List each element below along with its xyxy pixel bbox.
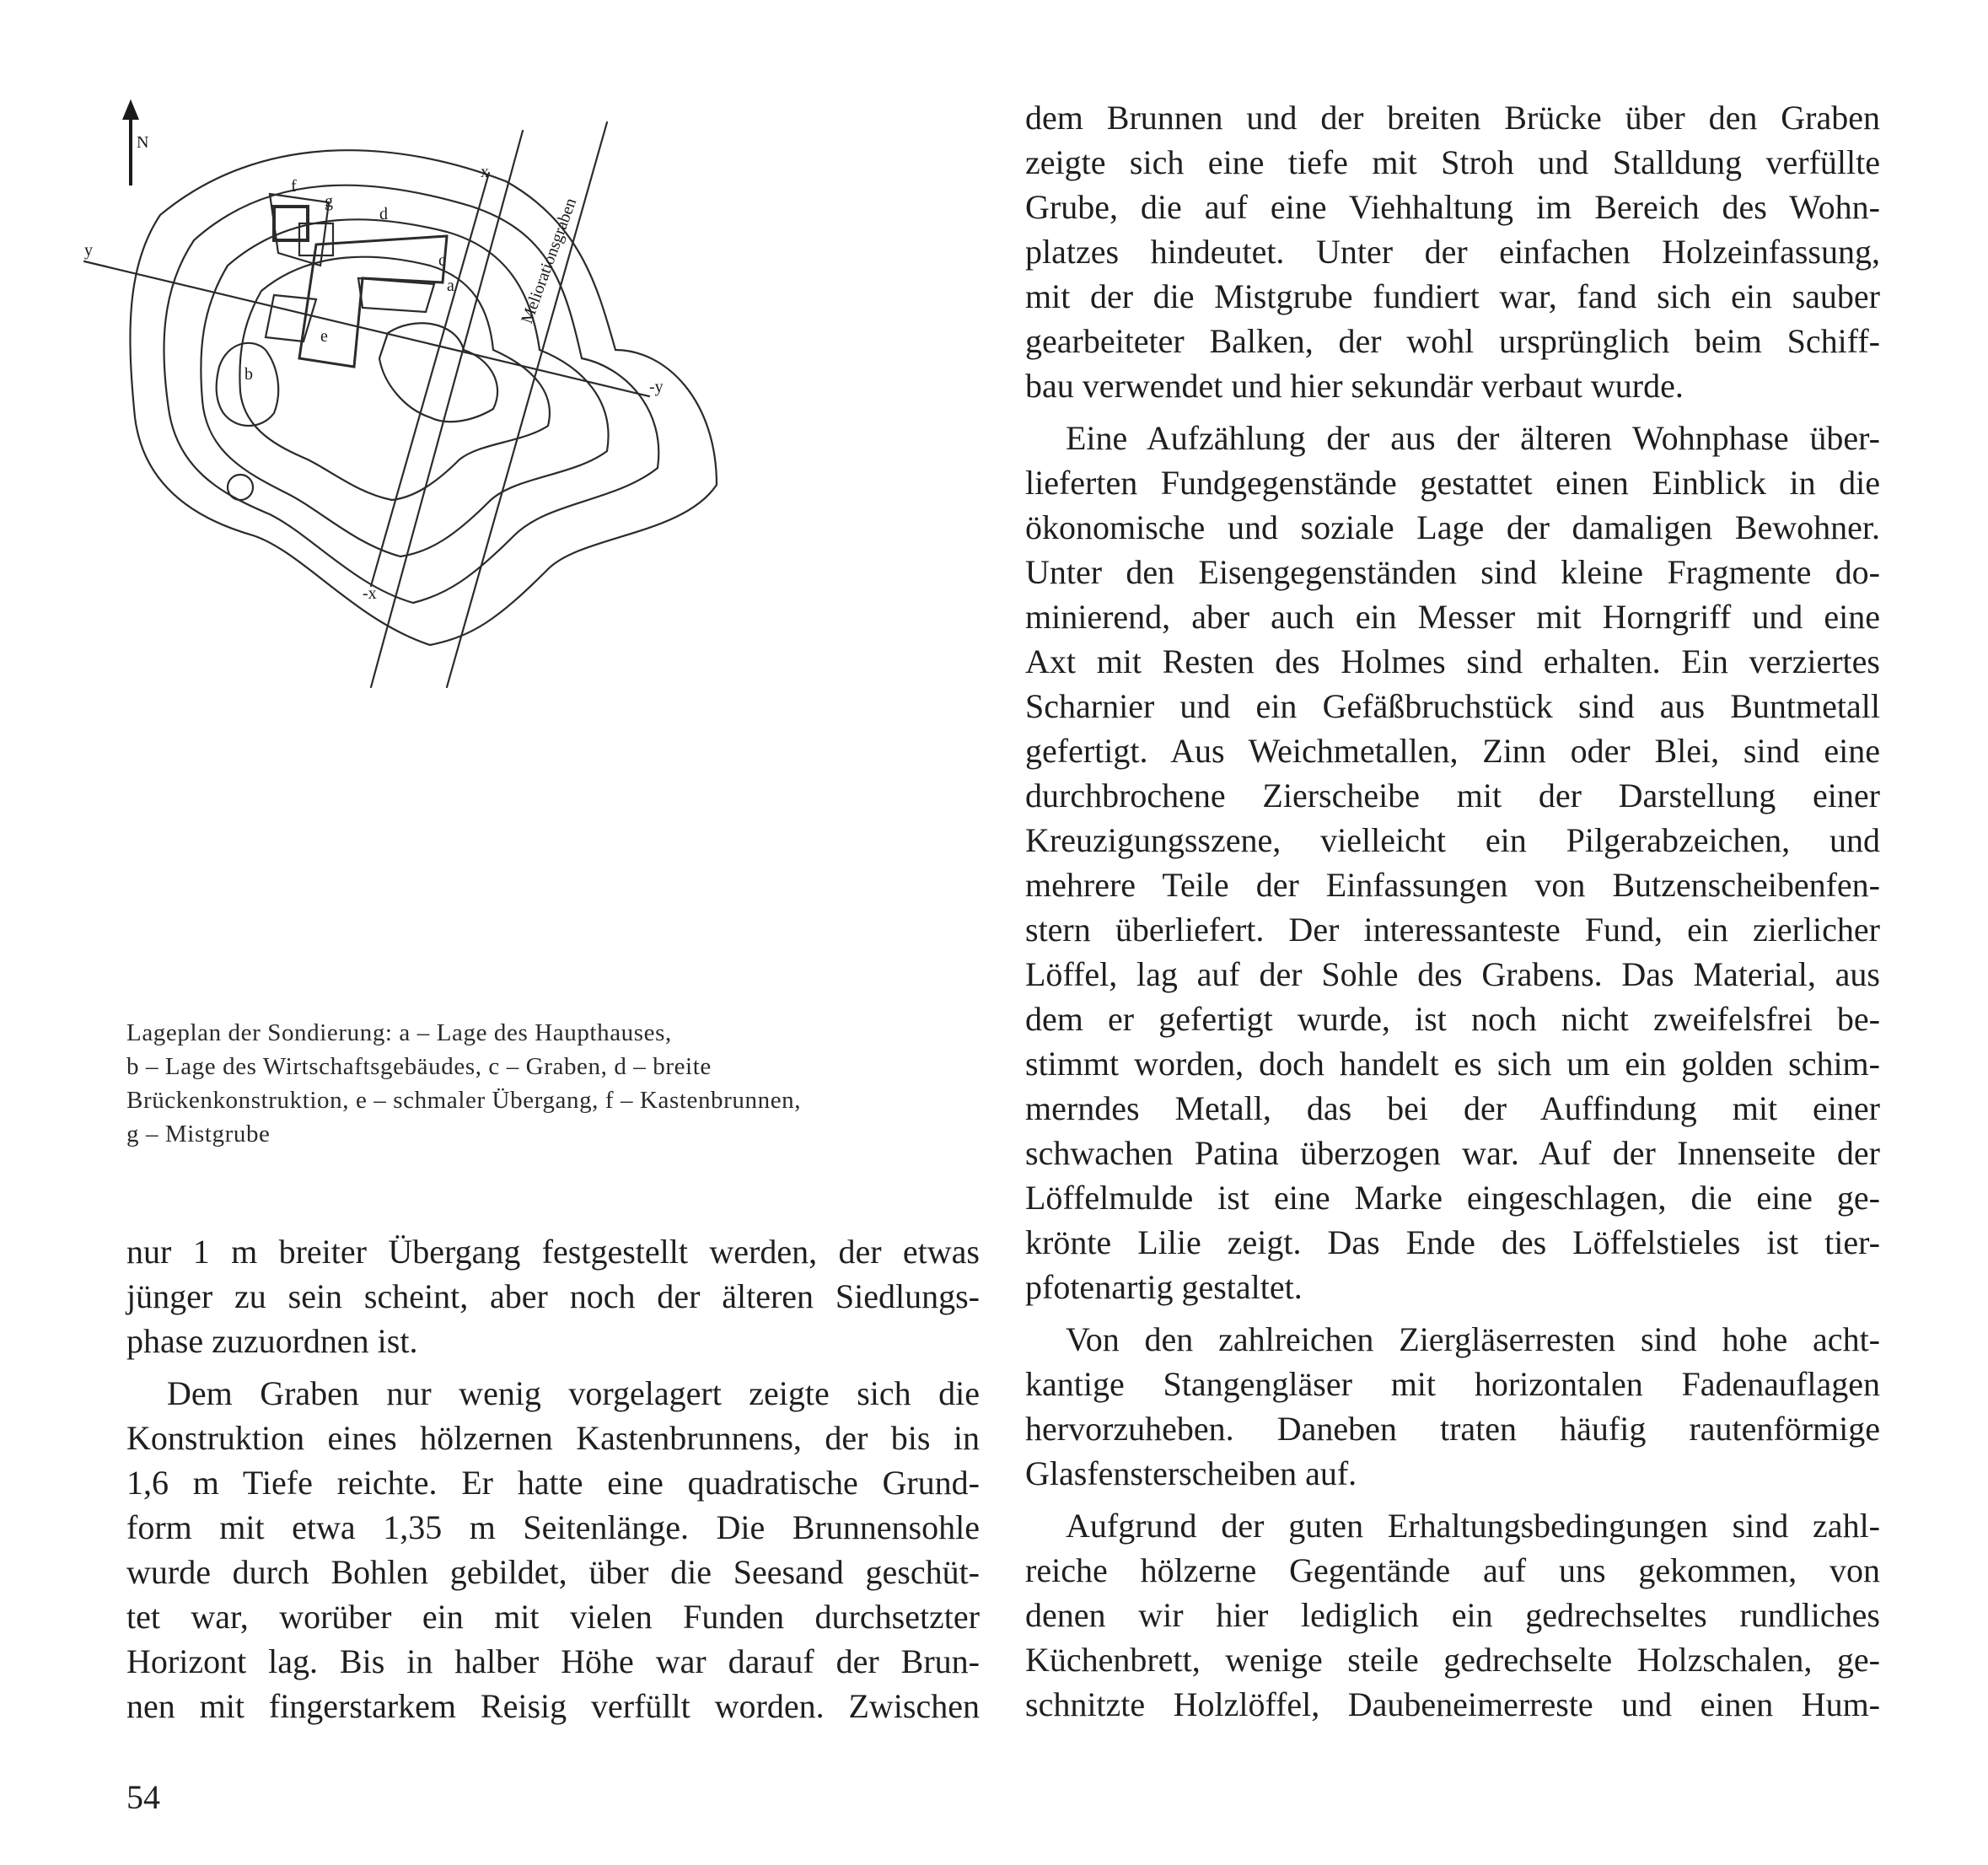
text-line: reiche hölzerne Gegentände auf uns gekommen, von — [1025, 1551, 1880, 1589]
text-line: nen mit fingerstarkem Reisig verfüllt worden. Zwischen — [126, 1687, 980, 1725]
text-line: ökonomische und soziale Lage der damaligen Bewohner. — [1025, 508, 1880, 546]
right-text-column — [1025, 95, 1880, 1727]
text-line: gefertigt. Aus Weichmetallen, Zinn oder Blei, sind eine — [1025, 732, 1880, 770]
feature-d-label: d — [379, 205, 388, 223]
text-line: kantige Stangengläser mit horizontalen Fadenauflagen — [1025, 1365, 1880, 1403]
caption-line: Brückenkonstruktion, e – schmaler Übergang, f – Kastenbrunnen, — [126, 1087, 802, 1114]
text-line: krönte Lilie zeigt. Das Ende des Löffelstieles ist tier- — [1025, 1223, 1880, 1261]
text-line: denen wir hier lediglich ein gedrechseltes rundliches — [1025, 1596, 1880, 1634]
text-line: Aufgrund der guten Erhaltungsbedingungen sind zahl- — [1066, 1507, 1880, 1545]
ditch-label: Meliorationsgraben — [518, 196, 581, 326]
text-line: schnitzte Holzlöffel, Daubeneimerreste und einen Hum- — [1025, 1685, 1880, 1723]
feature-g-label: g — [325, 192, 333, 211]
text-line: Unter den Eisengegenständen sind kleine Fragmente do- — [1025, 553, 1880, 591]
axis-label-y-right: -y — [649, 378, 664, 396]
text-line: Konstruktion eines hölzernen Kastenbrunnens, der bis in — [126, 1419, 980, 1457]
text-line: Scharnier und ein Gefäßbruchstück sind aus Buntmetall — [1025, 687, 1880, 725]
text-line: durchbrochene Zierscheibe mit der Darstellung einer — [1025, 777, 1880, 814]
text-line: jünger zu sein scheint, aber noch der älteren Siedlungs- — [126, 1277, 980, 1315]
left-text-column — [126, 1229, 980, 1728]
axis-y — [84, 261, 649, 396]
feature-f-label: f — [291, 177, 297, 196]
text-line: nur 1 m breiter Übergang festgestellt werden, der etwas — [126, 1233, 980, 1271]
text-line: merndes Metall, das bei der Auffindung mit einer — [1025, 1089, 1880, 1127]
feature-a-label: a — [447, 277, 454, 295]
text-line: Löffelmulde ist eine Marke eingeschlagen, die eine ge- — [1025, 1179, 1880, 1217]
text-line: lieferten Fundgegenstände gestattet einen Einblick in die — [1025, 464, 1880, 502]
house-a-outline — [358, 278, 434, 312]
text-line: Horizont lag. Bis in halber Höhe war darauf der Brun- — [126, 1642, 980, 1680]
text-line: mit der die Mistgrube fundiert war, fand sich ein sauber — [1025, 277, 1880, 315]
text-line: Glasfensterscheiben auf. — [1025, 1454, 1357, 1492]
axis-label-x-bottom: -x — [363, 584, 377, 603]
page-number: 54 — [126, 1778, 160, 1816]
text-line: gearbeiteter Balken, der wohl ursprünglich beim Schiff- — [1025, 322, 1880, 360]
figure-labels — [84, 133, 664, 603]
text-line: minierend, aber auch ein Messer mit Horngriff und eine — [1025, 598, 1880, 636]
text-line: schwachen Patina überzogen war. Auf der Innenseite der — [1025, 1134, 1880, 1172]
site-plan-drawing — [84, 97, 1003, 1003]
text-line: form mit etwa 1,35 m Seitenlänge. Die Brunnensohle — [126, 1508, 980, 1546]
text-line: stimmt worden, doch handelt es sich um ein golden schim- — [1025, 1045, 1880, 1083]
text-line: tet war, worüber ein mit vielen Funden durchsetzter — [126, 1598, 980, 1636]
text-line: platzes hindeutet. Unter der einfachen Holzeinfassung, — [1025, 233, 1880, 271]
caption-line: g – Mistgrube — [126, 1121, 271, 1147]
north-label: N — [137, 133, 149, 152]
text-line: wurde durch Bohlen gebildet, über die Seesand geschüt- — [126, 1553, 980, 1591]
contour-inner-a — [379, 323, 497, 422]
text-line: 1,6 m Tiefe reichte. Er hatte eine quadratische Grund- — [126, 1464, 980, 1502]
caption-line: Lageplan der Sondierung: a – Lage des Haupthauses, — [126, 1019, 672, 1046]
text-line: Axt mit Resten des Holmes sind erhalten. Ein verziertes — [1025, 642, 1880, 680]
text-line: Löffel, lag auf der Sohle des Grabens. Das Material, aus — [1025, 955, 1880, 993]
text-line: dem Brunnen und der breiten Brücke über den Graben — [1025, 99, 1880, 137]
text-line: hervorzuheben. Daneben traten häufig rautenförmige — [1025, 1410, 1880, 1448]
small-depression — [228, 475, 253, 500]
text-line: stern überliefert. Der interessanteste Fund, ein zierlicher — [1025, 911, 1880, 949]
ditch-line-west — [371, 131, 523, 687]
text-line: mehrere Teile der Einfassungen von Butzenscheibenfen- — [1025, 866, 1880, 904]
feature-e-label: e — [320, 327, 328, 346]
text-line: Kreuzigungsszene, vielleicht ein Pilgerabzeichen, und — [1025, 821, 1880, 859]
text-line: Küchenbrett, wenige steile gedrechselte Holzschalen, ge- — [1025, 1641, 1880, 1679]
contour-4 — [239, 257, 550, 500]
axis-label-y-left: y — [84, 241, 93, 260]
text-line: zeigte sich eine tiefe mit Stroh und Stalldung verfüllte — [1025, 143, 1880, 181]
axis-label-x-top: x — [481, 163, 489, 181]
north-arrow — [125, 104, 137, 185]
text-line: Grube, die auf eine Viehhaltung im Bereich des Wohn- — [1025, 188, 1880, 226]
text-line: pfotenartig gestaltet. — [1025, 1268, 1303, 1306]
axis-x — [371, 173, 489, 586]
text-line: Dem Graben nur wenig vorgelagert zeigte sich die — [167, 1374, 980, 1412]
figure-caption — [126, 1016, 978, 1151]
site-plan-figure — [84, 97, 1003, 1003]
feature-c-label: c — [438, 251, 446, 270]
caption-line: b – Lage des Wirtschaftsgebäudes, c – Graben, d – breite — [126, 1053, 712, 1080]
text-line: Von den zahlreichen Ziergläserresten sind hohe acht- — [1066, 1320, 1880, 1358]
feature-b-label: b — [244, 365, 253, 384]
text-line: phase zuzuordnen ist. — [126, 1322, 418, 1360]
text-line: bau verwendet und hier sekundär verbaut wurde. — [1025, 367, 1684, 405]
text-line: dem er gefertigt wurde, ist noch nicht zweifelsfrei be- — [1025, 1000, 1880, 1038]
text-line: Eine Aufzählung der aus der älteren Wohnphase über- — [1066, 419, 1880, 457]
